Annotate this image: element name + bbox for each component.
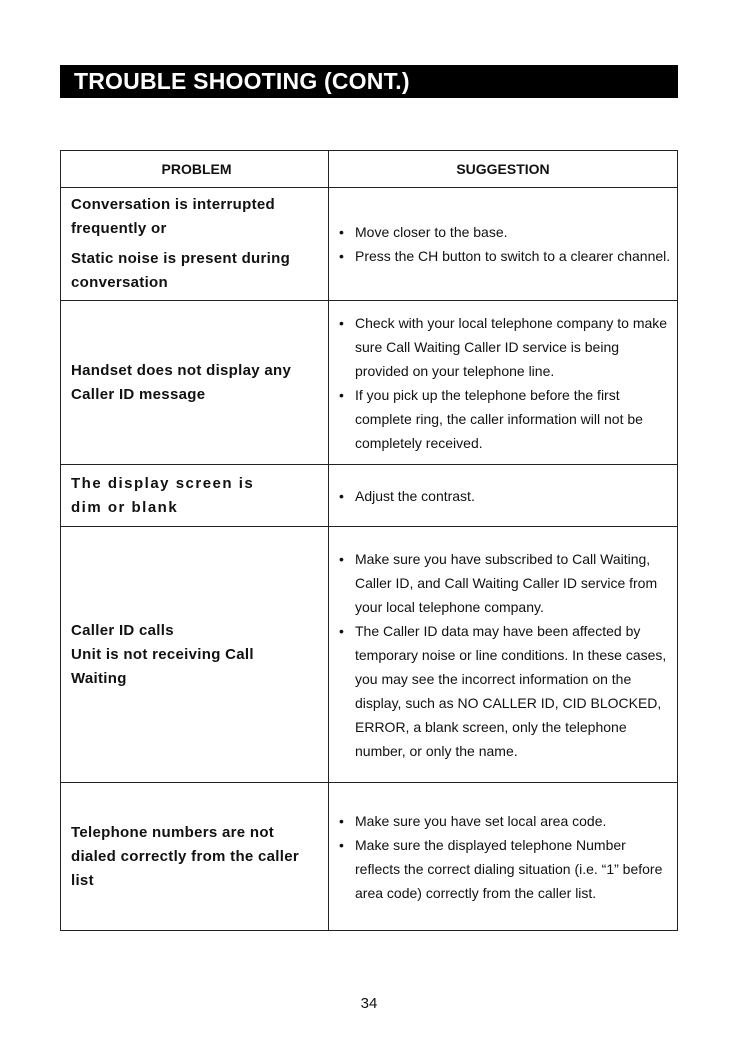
suggestion-item: • Adjust the contrast. bbox=[335, 484, 671, 508]
bullet-icon: • bbox=[339, 224, 344, 240]
problem-text: Caller ID calls bbox=[71, 621, 174, 639]
suggestion-item: • Press the CH button to switch to a clearer channel. bbox=[335, 244, 671, 268]
page-title: TROUBLE SHOOTING (CONT.) bbox=[60, 65, 678, 98]
table-row bbox=[61, 464, 677, 526]
problem-cell bbox=[61, 465, 329, 526]
header-suggestion: SUGGESTION bbox=[456, 161, 550, 177]
problem-cell bbox=[61, 783, 329, 930]
bullet-icon: • bbox=[339, 622, 344, 639]
problem-cell bbox=[61, 301, 329, 464]
suggestion-item: • Make sure the displayed telephone Number reflects the correct dialing situation (i.e. “1” before area code) correctly from the caller list. bbox=[335, 833, 671, 905]
bullet-icon: • bbox=[339, 248, 344, 264]
bullet-icon: • bbox=[339, 487, 344, 504]
suggestion-item: • The Caller ID data may have been affected by temporary noise or line conditions. In these cases, you may see the incorrect information on the display, such as NO CALLER ID, CID BLOCKED, ERROR, a blank screen, only the telephone number, or only the name. bbox=[335, 619, 671, 763]
bullet-icon: • bbox=[339, 314, 344, 331]
suggestion-item: • If you pick up the telephone before the first complete ring, the caller information will not be completely received. bbox=[335, 383, 671, 455]
suggestion-cell bbox=[329, 527, 677, 782]
table-row bbox=[61, 526, 677, 782]
problem-text: Static noise is present during conversation bbox=[71, 250, 291, 291]
suggestion-cell bbox=[329, 188, 677, 300]
suggestion-item: • Make sure you have subscribed to Call Waiting, Caller ID, and Call Waiting Caller ID service from your local telephone company. bbox=[335, 547, 671, 619]
bullet-icon: • bbox=[339, 836, 344, 853]
suggestion-cell bbox=[329, 465, 677, 526]
bullet-icon: • bbox=[339, 386, 344, 403]
page-number: 34 bbox=[360, 995, 378, 1012]
header-problem: PROBLEM bbox=[61, 151, 329, 187]
suggestion-item: • Make sure you have set local area code. bbox=[335, 809, 671, 833]
problem-text: Unit is not receiving Call Waiting bbox=[71, 645, 254, 687]
troubleshooting-table bbox=[60, 150, 678, 931]
problem-text: The display screen is dim or blank bbox=[71, 474, 255, 516]
table-row bbox=[61, 187, 677, 300]
problem-cell bbox=[61, 527, 329, 782]
table-header-row bbox=[61, 151, 677, 187]
bullet-icon: • bbox=[339, 812, 344, 829]
problem-text: Conversation is interrupted frequently or bbox=[71, 196, 275, 237]
suggestion-item: • Check with your local telephone company to make sure Call Waiting Caller ID service is being provided on your telephone line. bbox=[335, 311, 671, 383]
problem-text: Telephone numbers are not dialed correctly from the caller list bbox=[71, 823, 300, 889]
problem-text: Handset does not display any Caller ID message bbox=[71, 361, 292, 403]
suggestion-item: • Move closer to the base. bbox=[335, 220, 671, 244]
suggestion-cell bbox=[329, 783, 677, 930]
suggestion-cell bbox=[329, 301, 677, 464]
bullet-icon: • bbox=[339, 550, 344, 567]
table-row bbox=[61, 782, 677, 930]
table-row bbox=[61, 300, 677, 464]
problem-cell bbox=[61, 188, 329, 300]
